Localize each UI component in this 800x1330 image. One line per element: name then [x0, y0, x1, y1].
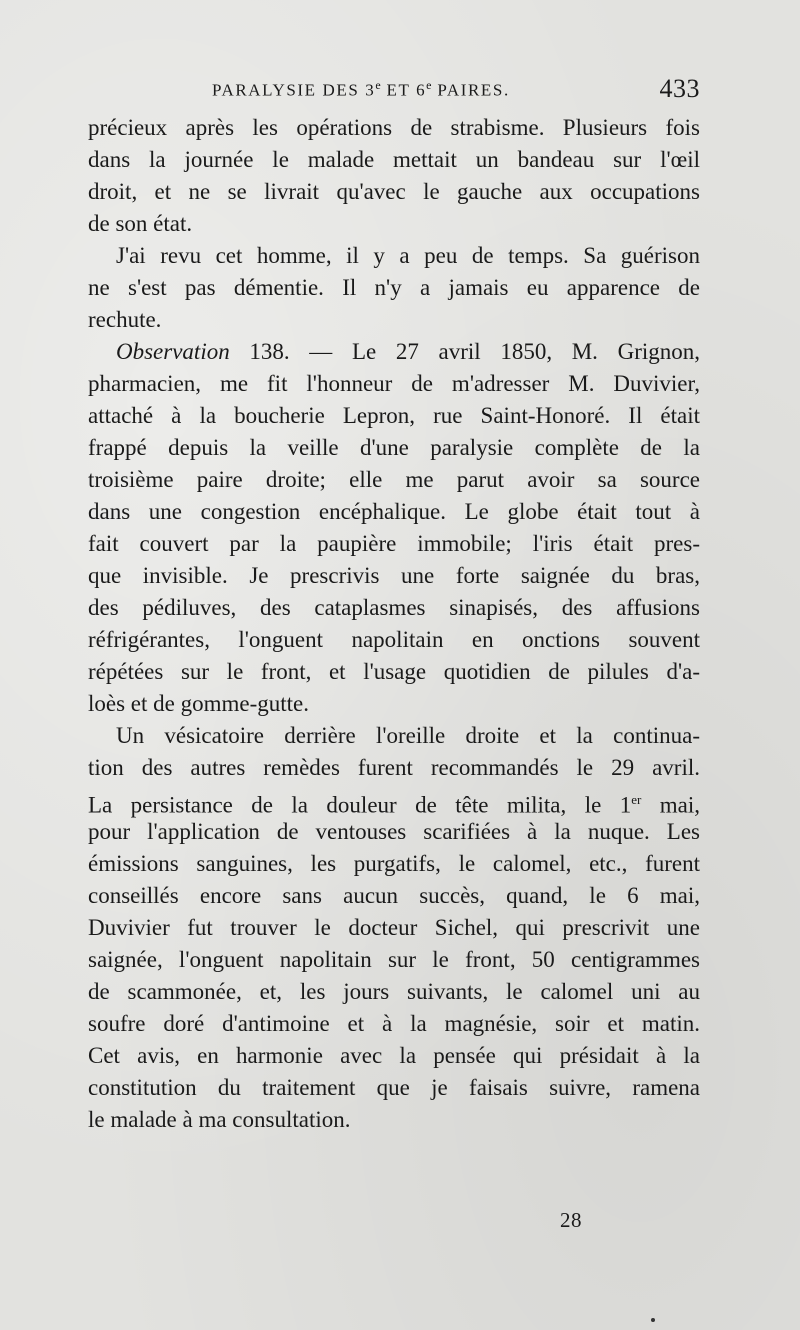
text-line: le malade à ma consultation.	[88, 1107, 351, 1132]
observation-label: Observation	[116, 339, 230, 364]
text-line: soufre doré d'antimoine et à la magnésie, soir et matin.	[88, 1011, 700, 1036]
text-line: de son état.	[88, 211, 193, 236]
text-line: réfrigérantes, l'onguent napolitain en onctions souvent	[88, 627, 700, 652]
text-line: attaché à la boucherie Lepron, rue Saint-Honoré. Il était	[88, 403, 700, 428]
page-header	[88, 74, 700, 108]
text-line: tion des autres remèdes furent recommandés le 29 avril.	[88, 755, 700, 780]
text-line: que invisible. Je prescrivis une forte saignée du bras,	[88, 563, 700, 588]
text-line: pharmacien, me fit l'honneur de m'adresser M. Duvivier,	[88, 371, 700, 396]
text-line: troisième paire droite; elle me parut avoir sa source	[88, 467, 700, 492]
text-line: dans la journée le malade mettait un bandeau sur l'œil	[88, 147, 700, 172]
signature-mark: 28	[560, 1208, 582, 1232]
text-line: ne s'est pas démentie. Il n'y a jamais eu apparence de	[88, 275, 700, 300]
text-line: pour l'application de ventouses scarifiées à la nuque. Les	[88, 819, 700, 844]
paragraph-1	[88, 112, 700, 240]
speck	[651, 1318, 655, 1322]
text-line: fait couvert par la paupière immobile; l'iris était pres-	[88, 531, 700, 556]
text-line: conseillés encore sans aucun succès, quand, le 6 mai,	[88, 883, 700, 908]
body-text	[88, 112, 700, 1136]
text-line: frappé depuis la veille d'une paralysie complète de la	[88, 435, 700, 460]
text-line: dans une congestion encéphalique. Le globe était tout à	[88, 499, 700, 524]
text-line: précieux après les opérations de strabisme. Plusieurs fois	[88, 115, 700, 140]
text-line: La persistance de la douleur de tête milita, le 1er mai,	[88, 792, 700, 818]
text-line: J'ai revu cet homme, il y a peu de temps. Sa guérison	[116, 243, 700, 268]
text-line: constitution du traitement que je faisais suivre, ramena	[88, 1075, 700, 1100]
text-line: Observation 138. — Le 27 avril 1850, M. Grignon,	[116, 339, 700, 364]
text-line: des pédiluves, des cataplasmes sinapisés, des affusions	[88, 595, 700, 620]
text-line: Duvivier fut trouver le docteur Sichel, qui prescrivit une	[88, 915, 700, 940]
text-line: de scammonée, et, les jours suivants, le calomel uni au	[88, 979, 700, 1004]
running-title: PARALYSIE DES 3e ET 6e PAIRES.	[212, 78, 510, 100]
paragraph-observation	[88, 336, 700, 720]
text-line: loès et de gomme-gutte.	[88, 691, 309, 716]
text-line: rechute.	[88, 307, 162, 332]
paragraph-2	[88, 240, 700, 336]
text-line: Un vésicatoire derrière l'oreille droite et la continua-	[116, 723, 700, 748]
page-number: 433	[659, 74, 700, 103]
text-line: droit, et ne se livrait qu'avec le gauche aux occupations	[88, 179, 700, 204]
text-line: émissions sanguines, les purgatifs, le calomel, etc., furent	[88, 851, 700, 876]
text-line: saignée, l'onguent napolitain sur le front, 50 centigrammes	[88, 947, 700, 972]
text-line: Cet avis, en harmonie avec la pensée qui présidait à la	[88, 1043, 700, 1068]
paragraph-4	[88, 720, 700, 1136]
text-line: répétées sur le front, et l'usage quotidien de pilules d'a-	[88, 659, 700, 684]
